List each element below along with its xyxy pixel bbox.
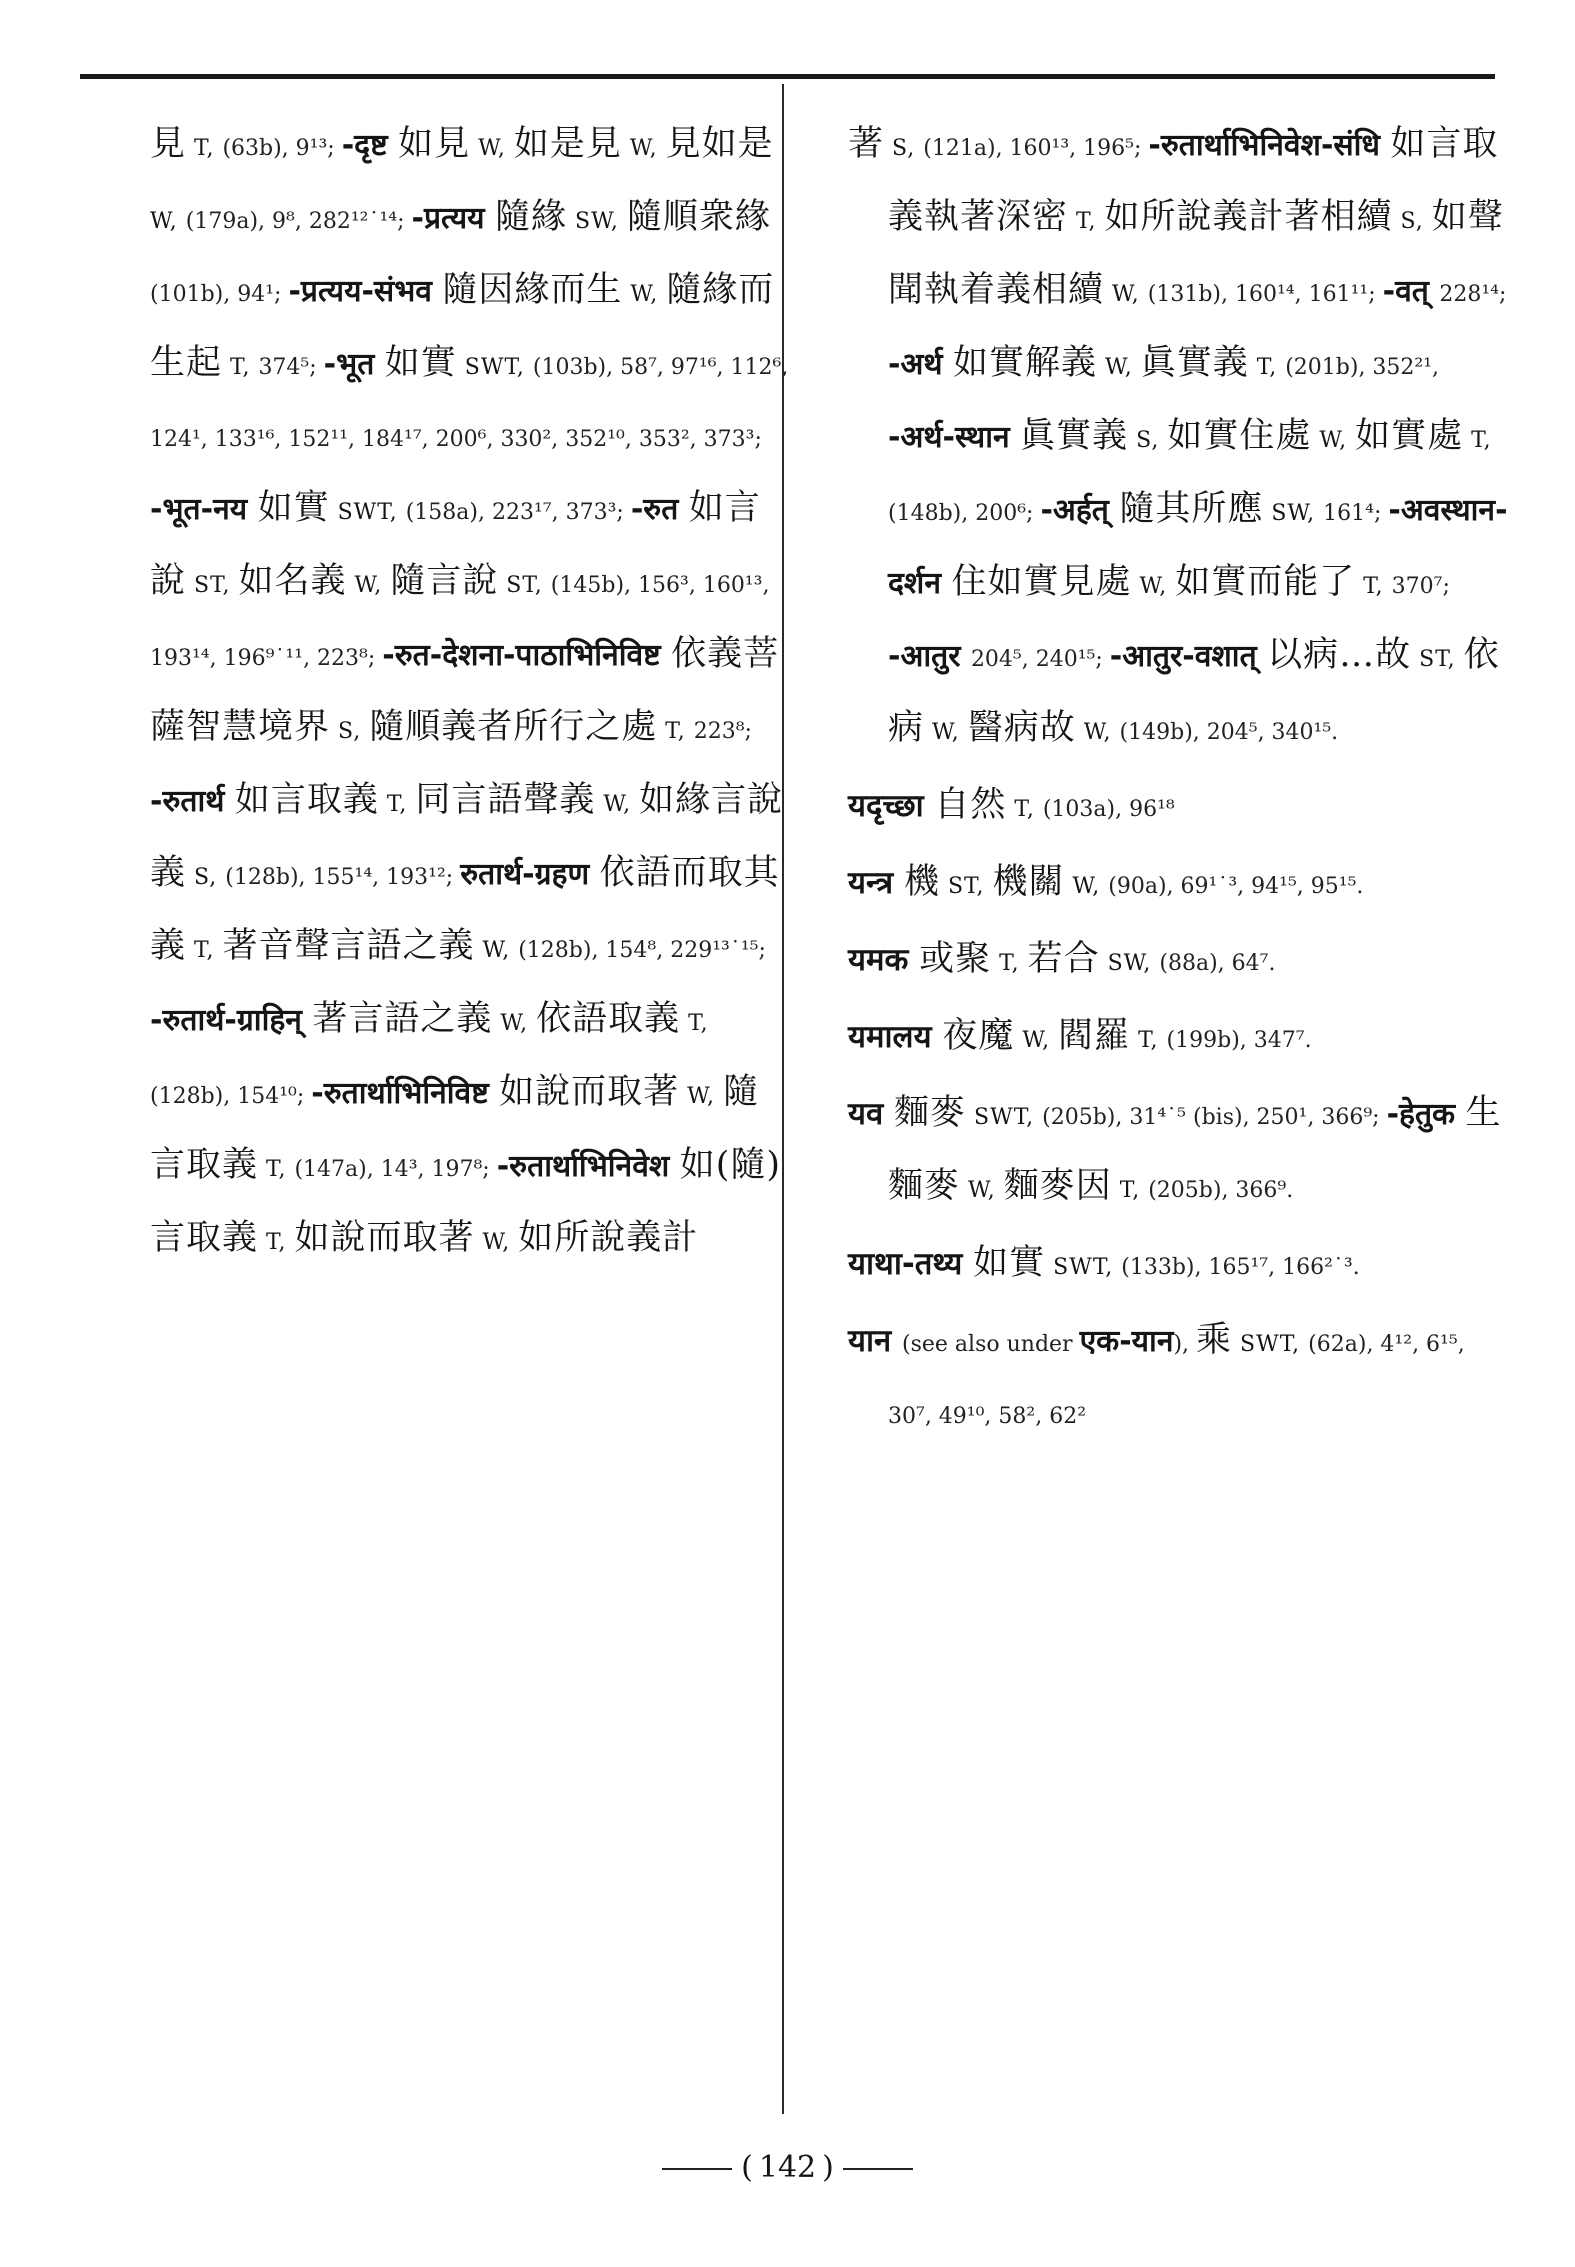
entry-headword: यमालय xyxy=(848,1019,943,1055)
reference-list: (201b), 352²¹, xyxy=(1285,355,1440,380)
chinese-gloss: 住如實見處 xyxy=(951,562,1132,602)
chinese-gloss: 如實住處 xyxy=(1167,416,1312,456)
reference-list: 223⁸; xyxy=(693,719,752,744)
chinese-gloss: 眞實義 xyxy=(1020,416,1129,456)
chinese-gloss: 如實 xyxy=(973,1243,1046,1283)
chinese-gloss: 如言取義執著深密 xyxy=(888,124,1499,237)
source-code: T, xyxy=(1355,574,1392,599)
reference-list: (62a), 4¹², 6¹⁵, 30⁷, 49¹⁰, 58², 62² xyxy=(888,1332,1465,1429)
source-code: W, xyxy=(474,1230,519,1255)
footer-dash-right xyxy=(843,2168,913,2170)
reference-list: (128b), 155¹⁴, 193¹²; xyxy=(225,865,461,890)
chinese-gloss: 著音聲言語之義 xyxy=(222,926,475,966)
chinese-gloss: 如名義 xyxy=(238,561,347,601)
sub-entry-term: -हेतुक xyxy=(1386,1097,1466,1132)
chinese-gloss: 如所說義計著相續 xyxy=(1104,197,1393,237)
chinese-gloss: 如(隨)言取義 xyxy=(150,1145,782,1258)
reference-list: ), xyxy=(1173,1332,1197,1357)
page-footer xyxy=(0,2150,1575,2185)
reference-list: 204⁵, 240¹⁵; xyxy=(970,647,1110,672)
chinese-gloss: 如緣言說義 xyxy=(150,780,784,893)
sub-entry-term: -वत् xyxy=(1382,274,1440,309)
dictionary-entry xyxy=(848,1002,1508,1075)
reference-list: (131b), 160¹⁴, 161¹¹; xyxy=(1147,282,1383,307)
reference-list: 161⁴; xyxy=(1323,501,1389,526)
sub-entry-term: एक-यान xyxy=(1079,1324,1174,1359)
chinese-gloss: 如實而能了 xyxy=(1175,562,1356,602)
entry-headword: यमक xyxy=(848,942,920,978)
sub-entry-term: -अर्थ xyxy=(888,347,953,382)
sub-entry-term: -अर्थ-स्थान xyxy=(888,420,1021,455)
reference-list: (88a), 64⁷. xyxy=(1159,951,1276,976)
source-code: W, xyxy=(470,136,514,161)
source-code: T, xyxy=(991,951,1028,976)
reference-list: 228¹⁴; xyxy=(1439,282,1507,307)
chinese-gloss: 機 xyxy=(903,862,940,902)
chinese-gloss: 隨因緣而生 xyxy=(442,270,623,310)
footer-dash-left xyxy=(662,2168,732,2170)
chinese-gloss: 見 xyxy=(150,124,187,164)
entry-headword: याथा-तथ्य xyxy=(848,1246,974,1282)
dictionary-entry xyxy=(848,1229,1508,1302)
reference-list: (148b), 200⁶; xyxy=(888,501,1041,526)
chinese-gloss: 依病 xyxy=(888,635,1500,748)
reference-list: (133b), 165¹⁷, 166²˙³. xyxy=(1121,1255,1360,1280)
dictionary-entry xyxy=(150,110,790,1277)
chinese-gloss: 隨順義者所行之處 xyxy=(369,707,658,747)
source-code: SWT, xyxy=(329,500,406,525)
entry-headword: यन्त्र xyxy=(848,865,904,901)
chinese-gloss: 如實處 xyxy=(1355,416,1464,456)
chinese-gloss: 隨言說 xyxy=(390,561,499,601)
sub-entry-term: -रुतार्थाभिनिविष्ट xyxy=(311,1076,500,1111)
chinese-gloss: 如見 xyxy=(398,124,471,164)
chinese-gloss: 如言取義 xyxy=(234,780,379,820)
reference-list: 374⁵; xyxy=(258,355,324,380)
source-code: S, xyxy=(330,719,370,744)
source-code: ST, xyxy=(939,874,993,899)
sub-entry-term: -अवस्थान-दर्शन xyxy=(888,493,1508,601)
chinese-gloss: 依義菩薩智慧境界 xyxy=(150,634,780,747)
reference-list: (90a), 69¹˙³, 94¹⁵, 95¹⁵. xyxy=(1108,874,1364,899)
dictionary-entry xyxy=(848,1306,1508,1451)
chinese-gloss: 隨順衆緣 xyxy=(626,197,771,237)
source-code: T, xyxy=(222,355,259,380)
chinese-gloss: 著 xyxy=(848,124,885,164)
paren-close: ) xyxy=(822,2150,834,2185)
chinese-gloss: 自然 xyxy=(934,785,1007,825)
dictionary-entry xyxy=(848,848,1508,921)
left-column xyxy=(150,110,790,1281)
reference-list: (121a), 160¹³, 196⁵; xyxy=(923,136,1149,161)
source-code: W, xyxy=(1104,282,1148,307)
chinese-gloss: 生麵麥 xyxy=(888,1093,1502,1206)
chinese-gloss: 麵麥 xyxy=(894,1093,967,1133)
chinese-gloss: 隨其所應 xyxy=(1119,489,1264,529)
chinese-gloss: 醫病故 xyxy=(967,708,1076,748)
source-code: W, xyxy=(1064,874,1109,899)
source-code: SW, xyxy=(567,209,627,234)
source-code: T, xyxy=(1111,1178,1149,1203)
chinese-gloss: 乘 xyxy=(1196,1320,1233,1360)
source-code: SWT, xyxy=(966,1105,1043,1130)
sub-entry-term: -अर्हत् xyxy=(1040,493,1120,528)
source-code: T, xyxy=(258,1230,295,1255)
reference-list: (103a), 96¹⁸ xyxy=(1042,797,1175,822)
chinese-gloss: 或聚 xyxy=(919,939,992,979)
source-code: SWT, xyxy=(1232,1332,1309,1357)
source-code: T, xyxy=(258,1157,295,1182)
chinese-gloss: 如聲聞執着義相續 xyxy=(888,197,1504,310)
source-code: T, xyxy=(186,938,223,963)
source-code: S, xyxy=(1128,428,1168,453)
entry-headword: यव xyxy=(848,1096,895,1132)
sub-entry-term: -रुतार्थाभिनिवेश xyxy=(496,1149,680,1184)
chinese-gloss: 機關 xyxy=(992,862,1065,902)
chinese-gloss: 隨緣而生起 xyxy=(150,270,775,383)
source-code: SW, xyxy=(1099,951,1160,976)
reference-list: (205b), 31⁴˙⁵ (bis), 250¹, 366⁹; xyxy=(1042,1105,1387,1130)
source-code: W, xyxy=(1311,428,1356,453)
source-code: T, xyxy=(1006,797,1043,822)
sub-entry-term: -भूत-नय xyxy=(150,492,258,527)
paren-open: ( xyxy=(741,2150,753,2185)
chinese-gloss: 夜魔 xyxy=(942,1016,1015,1056)
source-code: T, xyxy=(1130,1028,1167,1053)
chinese-gloss: 如實 xyxy=(257,488,330,528)
chinese-gloss: 如實 xyxy=(384,343,457,383)
reference-list: (179a), 9⁸, 282¹²˙¹⁴; xyxy=(185,209,412,234)
sub-entry-term: -रुत xyxy=(630,492,689,527)
chinese-gloss: 隨緣 xyxy=(494,197,567,237)
reference-list: (145b), 156³, 160¹³, 193¹⁴, 196⁹˙¹¹, 223⁸; xyxy=(150,573,770,671)
page-number: 142 xyxy=(758,2150,817,2185)
source-code: SWT, xyxy=(456,355,533,380)
reference-list: (128b), 154⁸, 229¹³˙¹⁵; xyxy=(518,938,766,963)
reference-list: (103b), 58⁷, 97¹⁶, 112⁶, 124¹, 133¹⁶, 152¹¹, 184¹⁷, 200⁶, 330², 352¹⁰, 353², 373³; xyxy=(150,355,789,452)
chinese-gloss: 依語取義 xyxy=(536,999,681,1039)
source-code: W, xyxy=(346,573,391,598)
reference-list: (101b), 94¹; xyxy=(150,282,289,307)
dictionary-entry xyxy=(848,925,1508,998)
entry-headword: यान xyxy=(848,1323,903,1359)
sub-entry-term: -प्रत्यय xyxy=(411,201,495,236)
source-code: T, xyxy=(1463,428,1492,453)
source-code: S, xyxy=(1392,209,1432,234)
source-code: T, xyxy=(1248,355,1286,380)
source-code: T, xyxy=(186,136,223,161)
chinese-gloss: 閻羅 xyxy=(1058,1016,1131,1056)
source-code: T, xyxy=(680,1011,709,1036)
reference-list: (149b), 204⁵, 340¹⁵. xyxy=(1119,720,1339,745)
chinese-gloss: 如是見 xyxy=(513,124,622,164)
source-code: W, xyxy=(621,136,666,161)
chinese-gloss: 以病…故 xyxy=(1267,635,1412,675)
sub-entry-term: -दृष्ट xyxy=(341,128,399,163)
dictionary-entry xyxy=(848,771,1508,844)
source-code: T, xyxy=(1068,209,1105,234)
source-code: W, xyxy=(924,720,968,745)
reference-list: (158a), 223¹⁷, 373³; xyxy=(405,500,631,525)
sub-entry-term: -रुतार्थ xyxy=(150,784,235,819)
reference-list: 370⁷; xyxy=(1391,574,1450,599)
chinese-gloss: 著言語之義 xyxy=(312,999,493,1039)
source-code: W, xyxy=(1014,1028,1059,1053)
source-code: W, xyxy=(492,1011,537,1036)
sub-entry-term: -रुत-देशना-पाठाभिनिविष्ट xyxy=(382,638,672,673)
source-code: ST, xyxy=(1411,647,1464,672)
source-code: W, xyxy=(622,282,667,307)
source-code: W, xyxy=(1097,355,1141,380)
chinese-gloss: 如實解義 xyxy=(953,343,1098,383)
chinese-gloss: 眞實義 xyxy=(1140,343,1249,383)
top-rule xyxy=(80,74,1495,79)
source-code: W, xyxy=(1075,720,1120,745)
dictionary-entry xyxy=(848,1079,1508,1225)
source-code: SWT, xyxy=(1045,1255,1122,1280)
chinese-gloss: 如說而取著 xyxy=(294,1218,475,1258)
chinese-gloss: 如說而取著 xyxy=(499,1072,680,1112)
reference-list: (205b), 366⁹. xyxy=(1148,1178,1294,1203)
source-code: ST, xyxy=(498,573,551,598)
chinese-gloss: 同言語聲義 xyxy=(415,780,596,820)
sub-entry-term: -आतुर-वशात् xyxy=(1109,639,1268,674)
source-code: T, xyxy=(378,792,416,817)
reference-list: (see also under xyxy=(902,1332,1080,1357)
sub-entry-term: -रुतार्थाभिनिवेश-संधि xyxy=(1148,128,1391,163)
source-code: W, xyxy=(595,792,640,817)
source-code: T, xyxy=(657,719,694,744)
chinese-gloss: 如言說 xyxy=(150,488,761,601)
right-column xyxy=(848,110,1508,1455)
source-code: S, xyxy=(884,136,924,161)
reference-list: (199b), 347⁷. xyxy=(1166,1028,1312,1053)
sub-entry-term: -प्रत्यय-संभव xyxy=(288,274,443,309)
sub-entry-term: -भूत xyxy=(323,347,385,382)
source-code: W, xyxy=(474,938,519,963)
source-code: W, xyxy=(960,1178,1004,1203)
chinese-gloss: 麵麥因 xyxy=(1003,1166,1112,1206)
chinese-gloss: 依語而取其義 xyxy=(150,853,780,966)
source-code: W, xyxy=(1131,574,1176,599)
entry-headword: यदृच्छा xyxy=(848,788,935,824)
dictionary-entry xyxy=(848,110,1508,767)
reference-list: (63b), 9¹³; xyxy=(222,136,342,161)
source-code: ST, xyxy=(186,573,239,598)
source-code: W, xyxy=(679,1084,723,1109)
source-code: W, xyxy=(150,209,186,234)
chinese-gloss: 若合 xyxy=(1027,939,1100,979)
sub-entry-term: -आतुर xyxy=(888,639,971,674)
source-code: S, xyxy=(186,865,226,890)
source-code: SW, xyxy=(1263,501,1324,526)
reference-list: (128b), 154¹⁰; xyxy=(150,1084,312,1109)
reference-list: (147a), 14³, 197⁸; xyxy=(294,1157,497,1182)
chinese-gloss: 如所說義計 xyxy=(518,1218,699,1258)
sub-entry-term: रुतार्थ-ग्रहण xyxy=(460,857,600,892)
sub-entry-term: -रुतार्थ-ग्राहिन् xyxy=(150,1003,313,1038)
chinese-gloss: 見如是 xyxy=(665,124,774,164)
chinese-gloss: 隨言取義 xyxy=(150,1072,759,1185)
